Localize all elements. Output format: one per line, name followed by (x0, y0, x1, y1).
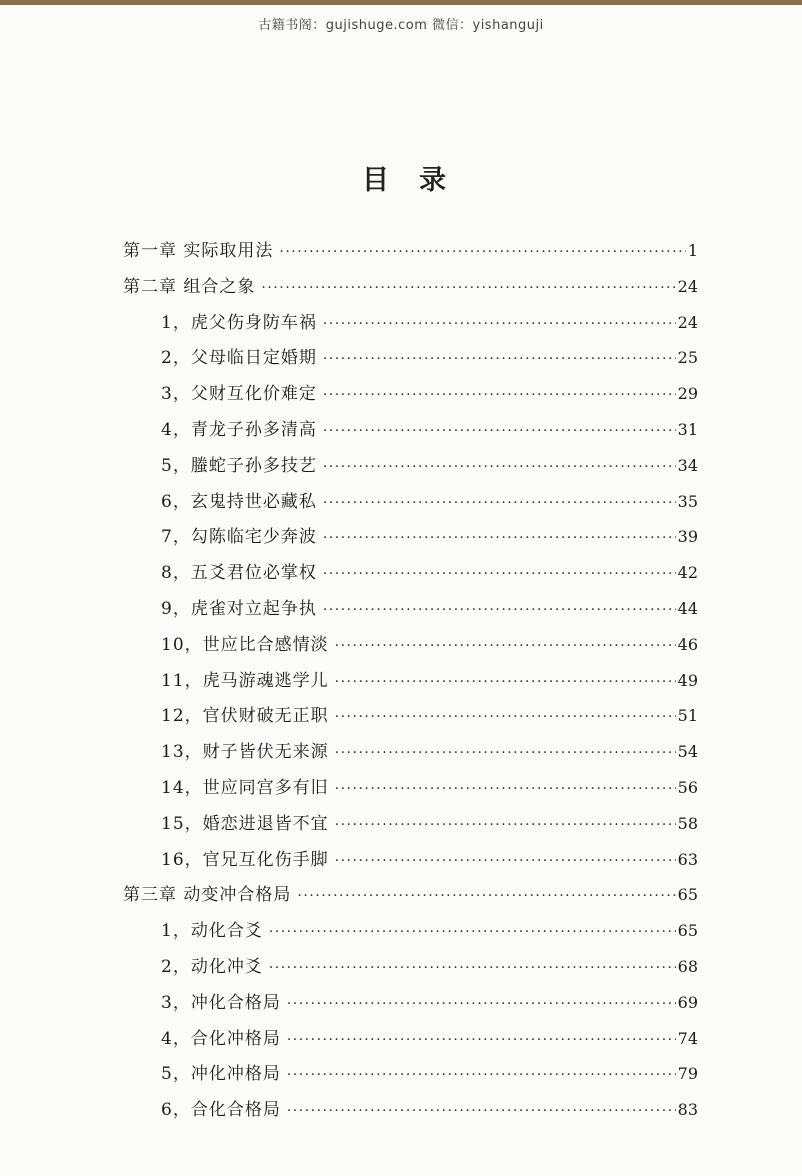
toc-page-number: 24 (677, 312, 698, 332)
toc-page-number: 56 (677, 777, 698, 797)
toc-page-number: 31 (677, 419, 698, 439)
toc-dot-leader (287, 1058, 676, 1094)
toc-entry-label: 第二章 组合之象 (123, 276, 256, 297)
toc-entry-label: 第三章 动变冲合格局 (123, 885, 292, 906)
toc-dot-leader (335, 844, 676, 880)
toc-section-row[interactable] (123, 376, 698, 412)
toc-chapter-row[interactable] (123, 877, 698, 913)
toc-dot-leader (269, 915, 676, 951)
toc-dot-leader (323, 557, 676, 593)
toc-dot-leader (323, 486, 676, 522)
toc-entry-label: 6，合化合格局 (161, 1100, 281, 1121)
toc-entry-label: 5，冲化冲格局 (161, 1064, 281, 1085)
toc-section-row[interactable] (123, 448, 698, 484)
toc-dot-leader (323, 342, 676, 378)
toc-entry-label: 7，勾陈临宅少奔波 (161, 527, 317, 548)
toc-section-row[interactable] (123, 340, 698, 376)
toc-dot-leader (323, 593, 676, 629)
toc-entry-label: 8，五爻君位必掌权 (161, 563, 317, 584)
toc-section-row[interactable] (123, 842, 698, 878)
toc-chapter-row[interactable] (123, 269, 698, 305)
toc-entry-label: 12，官伏财破无正职 (161, 706, 329, 727)
toc-dot-leader (323, 378, 676, 414)
toc-entry-label: 2，父母临日定婚期 (161, 348, 317, 369)
toc-page-number: 24 (677, 276, 698, 296)
toc-dot-leader (323, 307, 676, 343)
toc-entry-label: 14，世应同宫多有旧 (161, 777, 329, 798)
toc-dot-leader (335, 772, 676, 808)
toc-page-number: 25 (677, 348, 698, 368)
toc-dot-leader (335, 629, 676, 665)
toc-section-row[interactable] (123, 985, 698, 1021)
toc-page-number: 68 (677, 956, 698, 976)
toc-dot-leader (279, 235, 685, 271)
toc-entry-label: 3，冲化合格局 (161, 992, 281, 1013)
toc-section-row[interactable] (123, 484, 698, 520)
toc-dot-leader (335, 700, 676, 736)
toc-dot-leader (287, 1023, 676, 1059)
toc-entry-label: 第一章 实际取用法 (123, 241, 274, 261)
toc-entry-label: 1，动化合爻 (161, 921, 263, 942)
toc-section-row[interactable] (123, 806, 698, 842)
toc-section-row[interactable] (123, 305, 698, 341)
watermark-text: 古籍书阁：gujishuge.com 微信：yishanguji (258, 18, 544, 33)
toc-section-row[interactable] (123, 519, 698, 555)
toc-entry-label: 6，玄鬼持世必藏私 (161, 491, 317, 512)
toc-page-number: 83 (677, 1100, 698, 1120)
toc-page-number: 35 (677, 491, 698, 511)
toc-dot-leader (323, 414, 676, 450)
toc-page-number: 42 (677, 563, 698, 583)
page-title: 目录 (362, 165, 476, 196)
toc-entry-label: 2，动化冲爻 (161, 956, 263, 977)
toc-dot-leader (323, 450, 676, 486)
toc-entry-label: 16，官兄互化伤手脚 (161, 849, 329, 870)
toc-section-row[interactable] (123, 698, 698, 734)
toc-entry-label: 1，虎父伤身防车祸 (161, 312, 317, 333)
toc-section-row[interactable] (123, 734, 698, 770)
toc-section-row[interactable] (123, 1021, 698, 1057)
toc-page-number: 39 (677, 527, 698, 547)
toc-dot-leader (335, 736, 676, 772)
toc-entry-label: 3，父财互化价难定 (161, 384, 317, 405)
toc-entry-label: 15，婚恋进退皆不宜 (161, 813, 329, 834)
toc-page-number: 58 (677, 813, 698, 833)
toc-dot-leader (269, 951, 676, 987)
toc-entry-label: 11，虎马游魂逃学儿 (161, 670, 329, 691)
toc-page-number: 79 (677, 1064, 698, 1084)
toc-page-number: 69 (677, 992, 698, 1012)
table-of-contents (123, 233, 698, 1128)
toc-entry-label: 9，虎雀对立起争执 (161, 598, 317, 619)
toc-section-row[interactable] (123, 412, 698, 448)
toc-dot-leader (335, 665, 676, 701)
toc-dot-leader (323, 521, 676, 557)
toc-dot-leader (287, 1094, 676, 1130)
toc-page-number: 63 (677, 849, 698, 869)
toc-section-row[interactable] (123, 949, 698, 985)
toc-section-row[interactable] (123, 663, 698, 699)
toc-section-row[interactable] (123, 1092, 698, 1128)
toc-page-number: 65 (677, 921, 698, 941)
toc-entry-label: 5，螣蛇子孙多技艺 (161, 455, 317, 476)
toc-entry-label: 4，青龙子孙多清高 (161, 419, 317, 440)
toc-dot-leader (297, 879, 675, 915)
toc-entry-label: 10，世应比合感情淡 (161, 634, 329, 655)
toc-page-number: 65 (677, 885, 698, 905)
top-border-bar (0, 0, 802, 5)
toc-page-number: 1 (687, 241, 698, 260)
toc-page-number: 34 (677, 455, 698, 475)
toc-section-row[interactable] (123, 1056, 698, 1092)
toc-dot-leader (335, 808, 676, 844)
toc-entry-label: 4，合化冲格局 (161, 1028, 281, 1049)
toc-section-row[interactable] (123, 627, 698, 663)
toc-section-row[interactable] (123, 591, 698, 627)
toc-chapter-row[interactable] (123, 233, 698, 269)
toc-section-row[interactable] (123, 770, 698, 806)
toc-page-number: 74 (677, 1028, 698, 1048)
toc-page-number: 54 (677, 742, 698, 762)
toc-page-number: 49 (677, 670, 698, 690)
toc-section-row[interactable] (123, 913, 698, 949)
toc-page-number: 44 (677, 598, 698, 618)
toc-page-number: 46 (677, 634, 698, 654)
toc-page-number: 51 (677, 706, 698, 726)
toc-dot-leader (287, 987, 676, 1023)
toc-page-number: 29 (677, 384, 698, 404)
toc-section-row[interactable] (123, 555, 698, 591)
toc-dot-leader (261, 271, 675, 307)
toc-entry-label: 13，财子皆伏无来源 (161, 742, 329, 763)
